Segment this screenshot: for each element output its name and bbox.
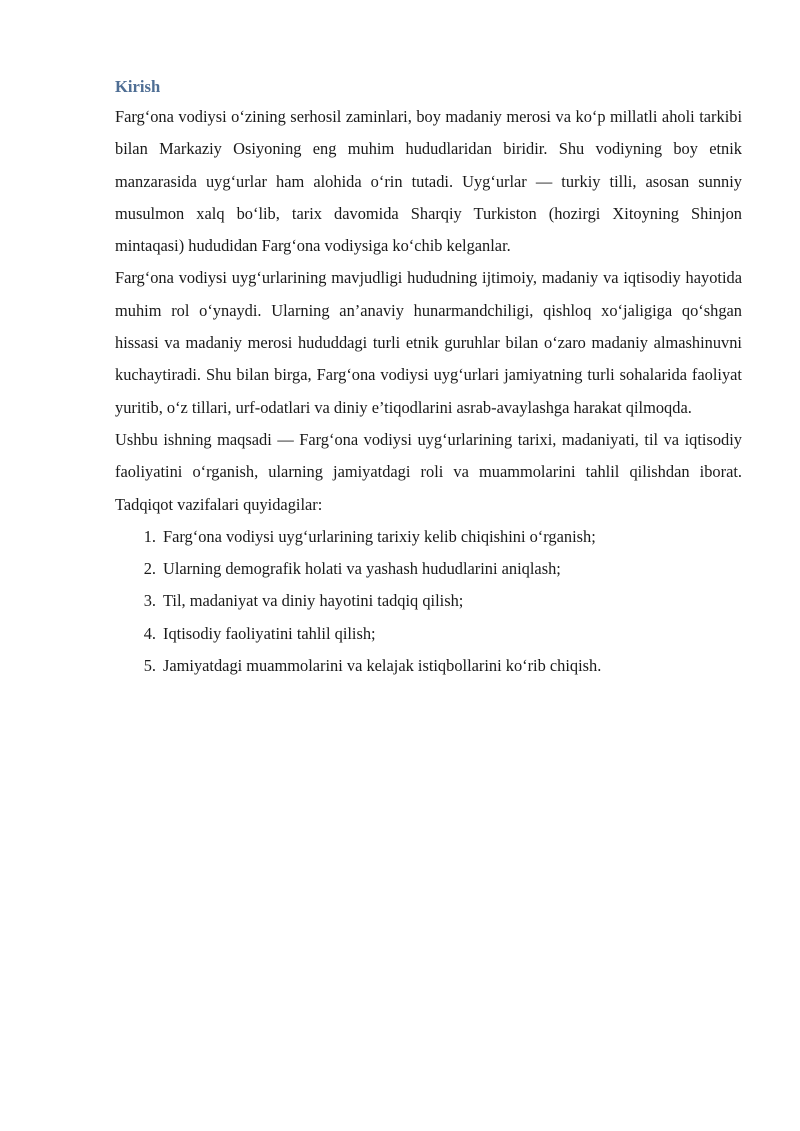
list-item (115, 521, 742, 553)
list-item-text: Farg‘ona vodiysi uyg‘urlarining tarixiy kelib chiqishini o‘rganish; (163, 526, 596, 546)
list-item (115, 553, 742, 585)
list-item-text: Ularning demografik holati va yashash hududlarini aniqlash; (163, 559, 561, 579)
list-item-text: Jamiyatdagi muammolarini va kelajak istiqbollarini ko‘rib chiqish. (163, 656, 602, 676)
research-tasks-list (115, 521, 742, 682)
list-item (115, 585, 742, 617)
list-item (115, 650, 742, 682)
list-item-text: Til, madaniyat va diniy hayotini tadqiq qilish; (163, 591, 464, 611)
significance-paragraph: Farg‘ona vodiysi uyg‘urlarining mavjudligi hududning ijtimoiy, madaniy va iqtisodiy hayotida muhim rol o‘ynaydi. Ularning an’anaviy hunarmandchiligi, qishloq xo‘jaligiga qo‘shgan hissasi va madaniy merosi hududdagi turli etnik guruhlar bilan o‘zaro madaniy almashinuvni kuchaytiradi. Shu bilan birga, Farg‘ona vodiysi uyg‘urlari jamiyatning turli sohalarida faoliyat yuritib, o‘z tillari, urf-odatlari va diniy e’tiqodlarini asrab-avaylashga harakat qilmoqda. (115, 268, 742, 417)
list-item-number: 3. (143, 591, 156, 611)
intro-paragraph: Farg‘ona vodiysi o‘zining serhosil zaminlari, boy madaniy merosi va ko‘p millatli aholi tarkibi bilan Markaziy Osiyoning eng muhim hududlaridan biridir. Shu vodiyning boy etnik manzarasida uyg‘urlar ham alohida o‘rin tutadi. Uyg‘urlar — turkiy tilli, asosan sunniy musulmon xalq bo‘lib, tarix davomida Sharqiy Turkiston (hozirgi Xitoyning Shinjon mintaqasi) hududidan Farg‘ona vodiysiga ko‘chib kelganlar. (115, 107, 742, 256)
section-heading: Kirish (115, 77, 161, 96)
aim-paragraph: Ushbu ishning maqsadi — Farg‘ona vodiysi uyg‘urlarining tarixi, madaniyati, til va iqtisodiy faoliyatini o‘rganish, ularning jamiyatdagi roli va muammolarini tahlil qilishdan iborat. Tadqiqot vazifalari quyidagilar: (115, 429, 742, 514)
list-item (115, 618, 742, 650)
list-item-number: 5. (143, 656, 156, 676)
list-item-text: Iqtisodiy faoliyatini tahlil qilish; (163, 623, 376, 643)
list-item-number: 2. (143, 559, 156, 579)
document-page (115, 76, 742, 682)
list-item-number: 1. (143, 526, 156, 546)
list-item-number: 4. (143, 623, 156, 643)
